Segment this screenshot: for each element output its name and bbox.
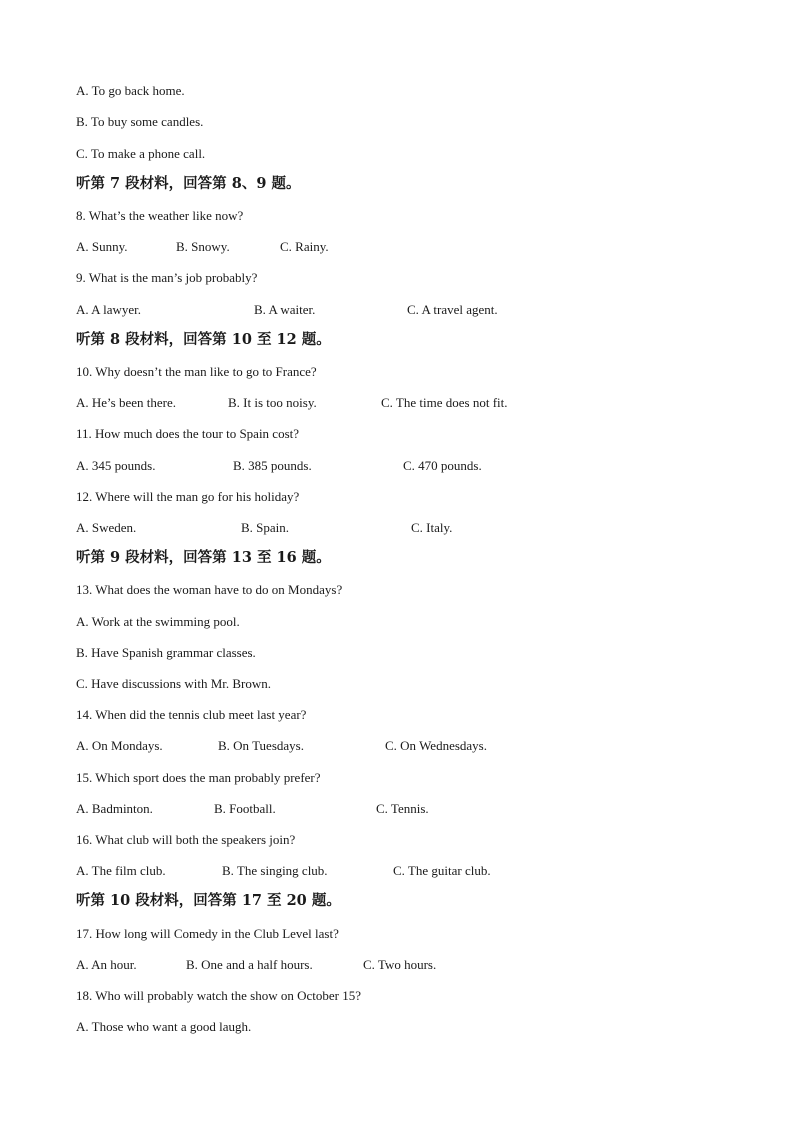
q9-options xyxy=(0,302,794,318)
q16-option-c: C. The guitar club. xyxy=(393,863,491,878)
q14-question: 14. When did the tennis club meet last year? xyxy=(76,707,307,722)
q16-question: 16. What club will both the speakers join? xyxy=(76,832,296,847)
section8-heading: 听第 8 段材料，回答第 10 至 12 题。 xyxy=(76,331,331,348)
q18-option-a: A. Those who want a good laugh. xyxy=(76,1019,252,1034)
q15-question: 15. Which sport does the man probably prefer? xyxy=(76,770,321,785)
q17-option-a: A. An hour. xyxy=(76,957,137,972)
q10-option-b: B. It is too noisy. xyxy=(228,395,317,410)
q15-option-b: B. Football. xyxy=(214,801,276,816)
q14-option-a: A. On Mondays. xyxy=(76,738,163,753)
q17-options xyxy=(0,957,794,973)
q18-question: 18. Who will probably watch the show on October 15? xyxy=(76,988,361,1003)
q15-option-c: C. Tennis. xyxy=(376,801,429,816)
q8-option-a: A. Sunny. xyxy=(76,239,128,254)
q17-option-b: B. One and a half hours. xyxy=(186,957,313,972)
q13-option-b: B. Have Spanish grammar classes. xyxy=(76,645,256,660)
q12-option-c: C. Italy. xyxy=(411,520,453,535)
q14-option-b: B. On Tuesdays. xyxy=(218,738,304,753)
q7-option-b: B. To buy some candles. xyxy=(76,114,204,129)
q11-options xyxy=(0,458,794,474)
q16-option-b: B. The singing club. xyxy=(222,863,328,878)
q17-option-c: C. Two hours. xyxy=(363,957,437,972)
q9-option-a: A. A lawyer. xyxy=(76,302,141,317)
q15-options xyxy=(0,801,794,817)
q16-options xyxy=(0,863,794,879)
q7-option-a: A. To go back home. xyxy=(76,83,185,98)
section9-heading: 听第 9 段材料，回答第 13 至 16 题。 xyxy=(76,549,331,566)
q8-question: 8. What’s the weather like now? xyxy=(76,208,244,223)
q14-option-c: C. On Wednesdays. xyxy=(385,738,487,753)
q14-options xyxy=(0,738,794,754)
q10-options xyxy=(0,395,794,411)
q17-question: 17. How long will Comedy in the Club Level last? xyxy=(76,926,339,941)
q8-option-b: B. Snowy. xyxy=(176,239,230,254)
q8-option-c: C. Rainy. xyxy=(280,239,329,254)
q7-option-c: C. To make a phone call. xyxy=(76,146,206,161)
q12-option-b: B. Spain. xyxy=(241,520,290,535)
q9-question: 9. What is the man’s job probably? xyxy=(76,270,258,285)
q11-option-a: A. 345 pounds. xyxy=(76,458,156,473)
q9-option-c: C. A travel agent. xyxy=(407,302,498,317)
section7-heading: 听第 7 段材料，回答第 8、9 题。 xyxy=(76,175,301,192)
q15-option-a: A. Badminton. xyxy=(76,801,153,816)
q12-option-a: A. Sweden. xyxy=(76,520,137,535)
q9-option-b: B. A waiter. xyxy=(254,302,316,317)
q13-option-a: A. Work at the swimming pool. xyxy=(76,614,240,629)
q10-question: 10. Why doesn’t the man like to go to France? xyxy=(76,364,317,379)
q11-option-c: C. 470 pounds. xyxy=(403,458,482,473)
q12-options xyxy=(0,520,794,536)
q10-option-c: C. The time does not fit. xyxy=(381,395,508,410)
q13-option-c: C. Have discussions with Mr. Brown. xyxy=(76,676,271,691)
q11-option-b: B. 385 pounds. xyxy=(233,458,312,473)
q16-option-a: A. The film club. xyxy=(76,863,166,878)
q11-question: 11. How much does the tour to Spain cost? xyxy=(76,426,300,441)
q13-question: 13. What does the woman have to do on Mondays? xyxy=(76,582,343,597)
q8-options xyxy=(0,239,794,255)
section10-heading: 听第 10 段材料，回答第 17 至 20 题。 xyxy=(76,892,341,909)
q10-option-a: A. He’s been there. xyxy=(76,395,176,410)
q12-question: 12. Where will the man go for his holiday? xyxy=(76,489,300,504)
